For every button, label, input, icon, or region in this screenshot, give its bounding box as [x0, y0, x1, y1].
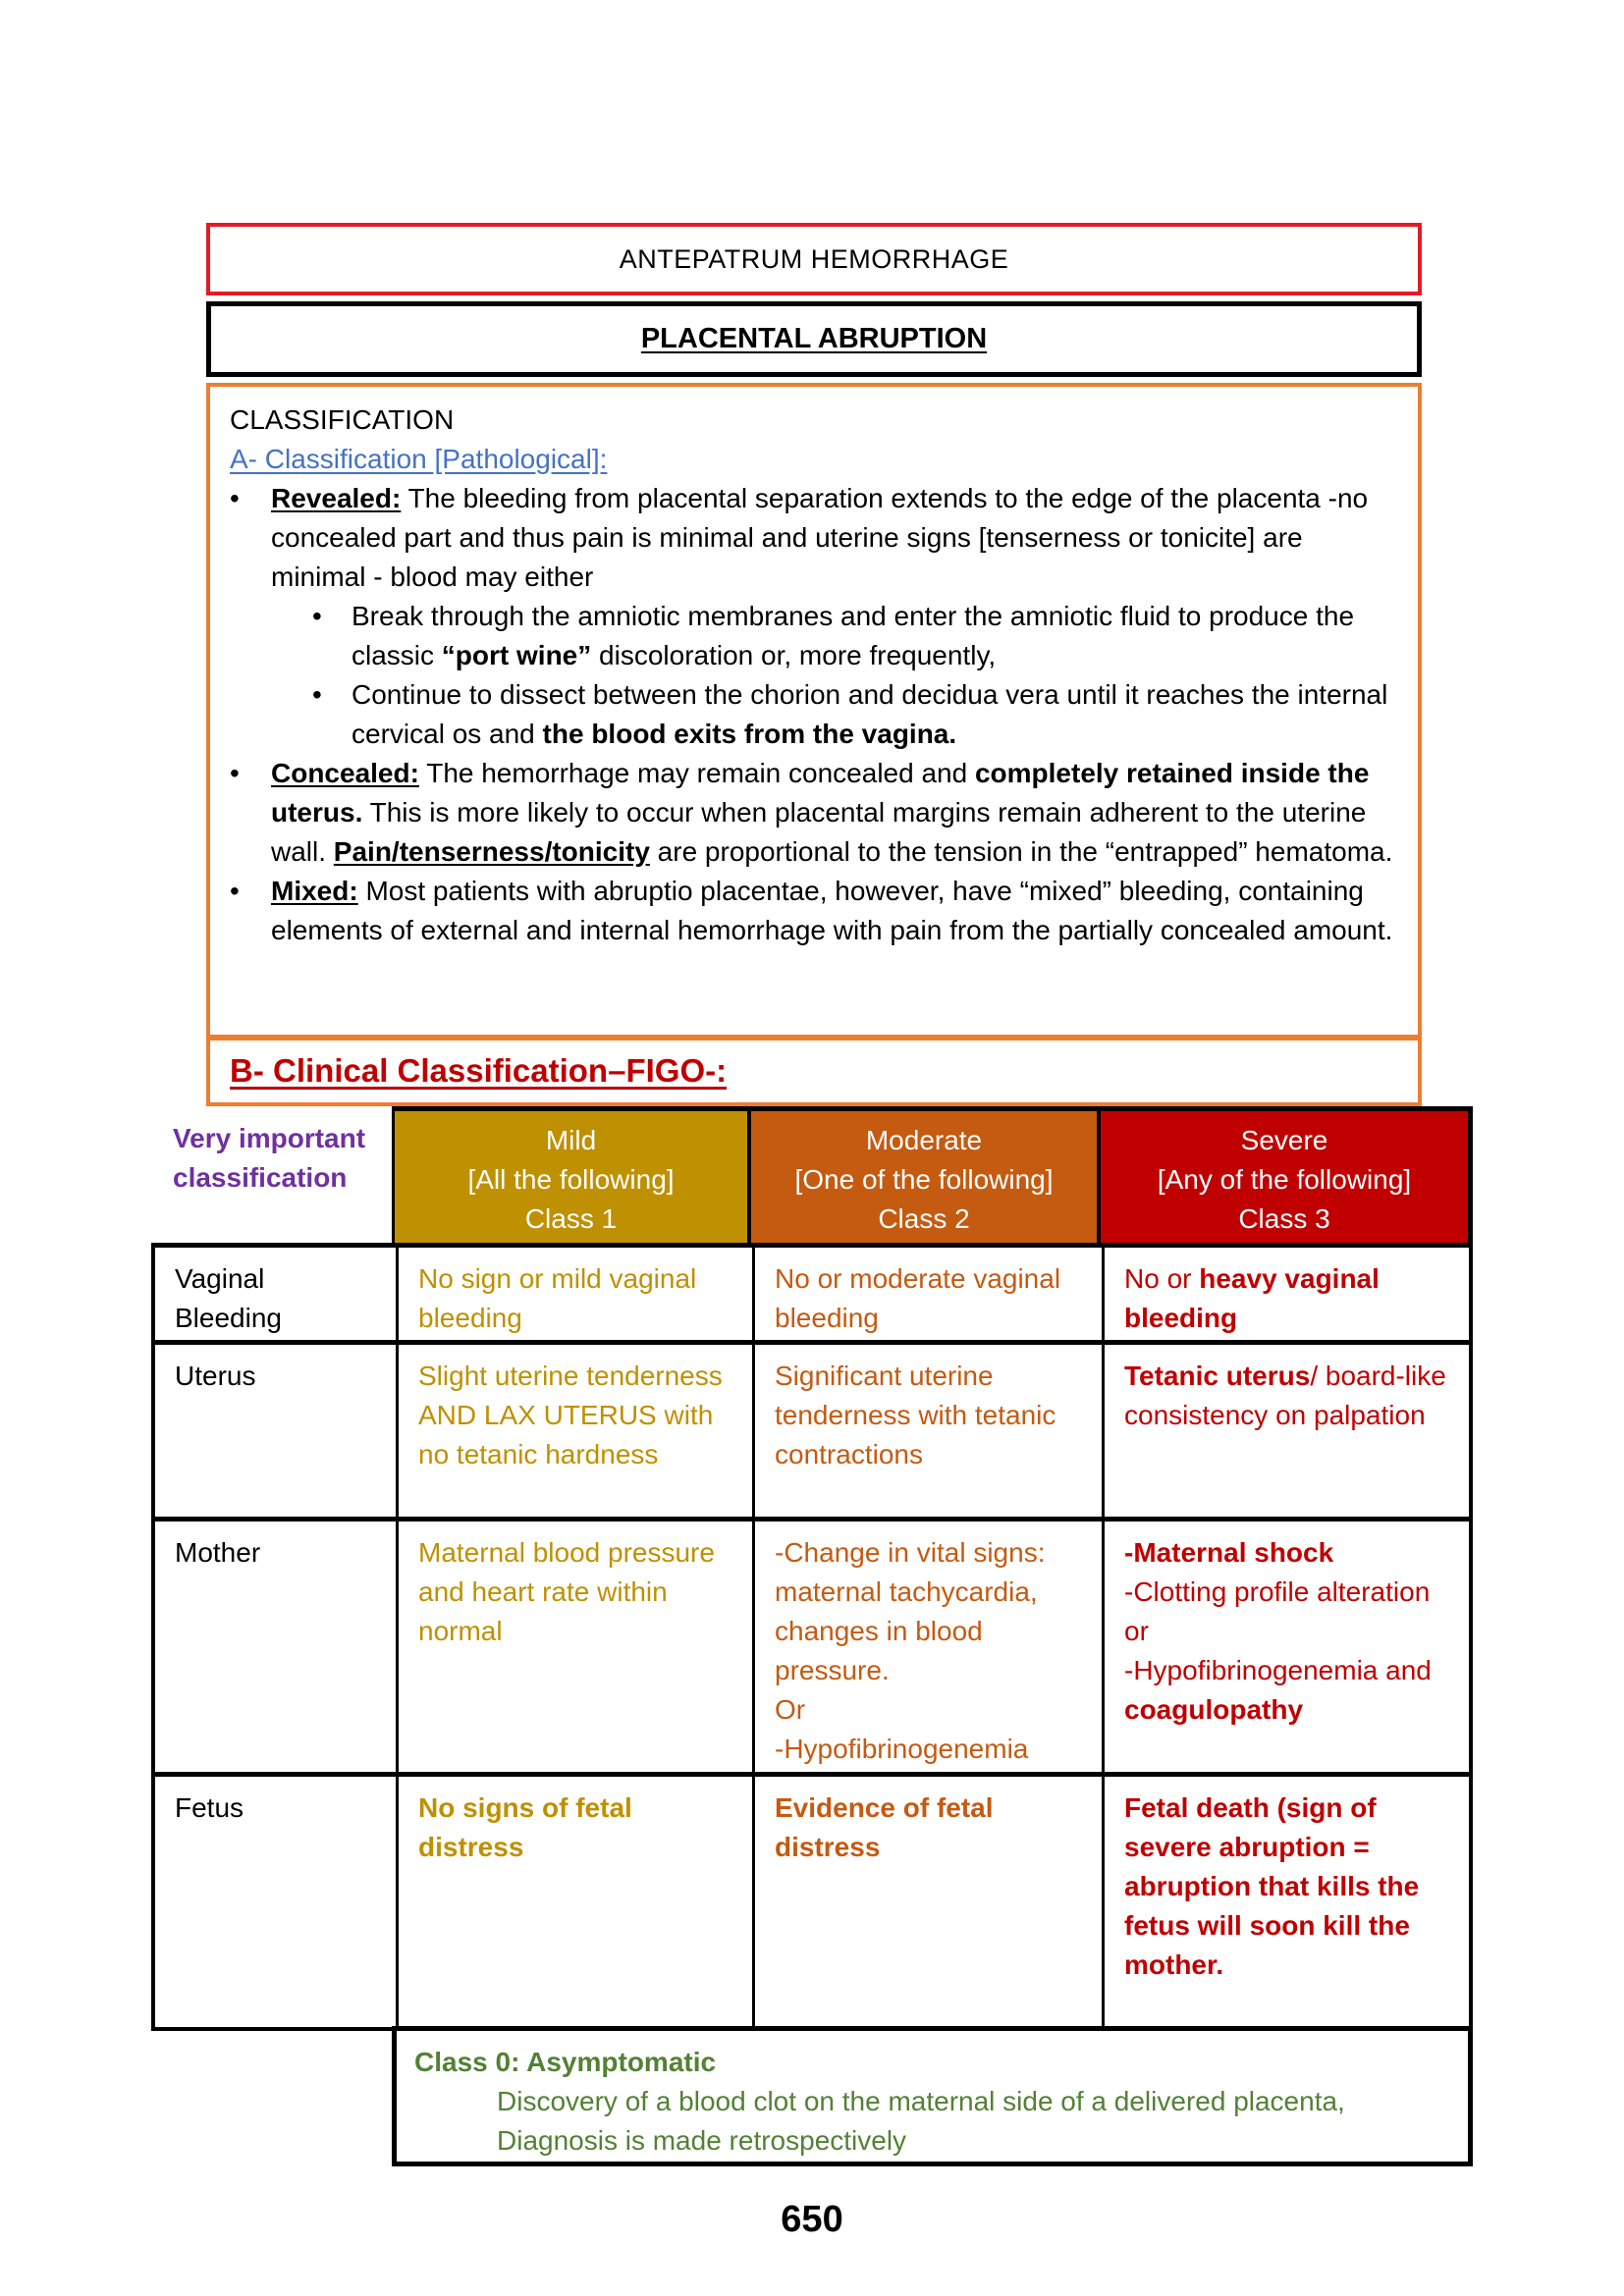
- concealed-underline: Pain/tenserness/tonicity: [333, 836, 650, 867]
- row-label: Mother: [175, 1537, 261, 1568]
- header-mild: [392, 1106, 750, 1247]
- cell-moderate: No or moderate vaginal bleeding: [752, 1248, 1102, 1340]
- sub-bullet-dissect: [230, 675, 1398, 754]
- table-row-uterus: [151, 1340, 1473, 1521]
- revealed-label: Revealed:: [271, 483, 402, 513]
- table-corner-label: Very important classification: [173, 1123, 366, 1193]
- class0-box: [392, 2026, 1473, 2166]
- cell-mild: Maternal blood pressure and heart rate within normal: [396, 1522, 752, 1772]
- cell-moderate: [752, 1522, 1102, 1772]
- cell-severe-text: No or: [1124, 1263, 1200, 1294]
- cell-moderate-line: -Change in vital signs: maternal tachycardia, changes in blood pressure.: [775, 1537, 1046, 1685]
- cell-mild: No signs of fetal distress: [396, 1777, 752, 2027]
- section-title-box: [206, 223, 1422, 295]
- header-mild-rule: [All the following]: [467, 1164, 675, 1195]
- cell-moderate: Significant uterine tenderness with tetanic contractions: [752, 1345, 1102, 1517]
- header-moderate-name: Moderate: [865, 1125, 983, 1155]
- cell-severe-bold: coagulopathy: [1124, 1694, 1304, 1725]
- cell-severe-bold: heavy vaginal bleeding: [1124, 1263, 1380, 1333]
- cell-mild: No sign or mild vaginal bleeding: [396, 1248, 752, 1340]
- cell-severe-bold: Tetanic uterus: [1124, 1361, 1311, 1391]
- topic-title-box: [206, 301, 1422, 377]
- clinical-heading: B- Clinical Classification–FIGO-:: [230, 1052, 728, 1089]
- header-moderate: [748, 1106, 1100, 1247]
- mixed-text: Most patients with abruptio placentae, however, have “mixed” bleeding, containing elements of external and internal hemorrhage with pain from the partially concealed amount.: [271, 876, 1393, 945]
- class0-title: Class 0: Asymptomatic: [414, 2047, 717, 2077]
- cell-severe-text: / board-like consistency on palpation: [1124, 1361, 1446, 1430]
- cell-severe: Fetal death (sign of severe abruption = abruption that kills the fetus will soon kill the mother.: [1102, 1777, 1469, 2027]
- cell-severe: [1102, 1522, 1469, 1772]
- class0-line1: Discovery of a blood clot on the maternal side of a delivered placenta,: [497, 2086, 1345, 2116]
- section-title: ANTEPATRUM HEMORRHAGE: [619, 243, 1009, 274]
- row-label: Uterus: [175, 1361, 256, 1391]
- cell-severe: [1102, 1345, 1469, 1517]
- bullet-concealed: [230, 754, 1398, 872]
- row-label: Vaginal Bleeding: [175, 1263, 282, 1333]
- sub-bullet-bold: “port wine”: [441, 640, 592, 670]
- pathological-heading: A- Classification [Pathological]:: [230, 444, 608, 474]
- cell-mild: Slight uterine tenderness AND LAX UTERUS with no tetanic hardness: [396, 1345, 752, 1517]
- table-row-fetus: [151, 1772, 1473, 2031]
- sub-bullet-text: discoloration or, more frequently,: [591, 640, 997, 670]
- concealed-text: This is more likely to occur when placental margins remain adherent to the uterine wall.: [271, 797, 1367, 867]
- bullet-revealed: [230, 479, 1398, 597]
- row-label: Fetus: [175, 1792, 244, 1823]
- bullet-mixed: [230, 872, 1398, 950]
- concealed-text: are proportional to the tension in the “entrapped” hematoma.: [649, 836, 1393, 867]
- header-severe-name: Severe: [1240, 1125, 1328, 1155]
- revealed-text: The bleeding from placental separation extends to the edge of the placenta -no concealed part and thus pain is minimal and uterine signs [tenserness or tonicite] are minimal - blood may either: [271, 483, 1369, 592]
- header-moderate-rule: [One of the following]: [794, 1164, 1054, 1195]
- cell-moderate-line: -Hypofibrinogenemia: [775, 1734, 1029, 1764]
- table-row-vaginal-bleeding: [151, 1243, 1473, 1344]
- sub-bullet-port-wine: [230, 597, 1398, 675]
- header-severe: [1098, 1106, 1473, 1247]
- class0-line2: Diagnosis is made retrospectively: [497, 2125, 907, 2156]
- table-row-mother: [151, 1517, 1473, 1776]
- sub-bullet-bold: the blood exits from the vagina.: [542, 719, 957, 749]
- classification-title: CLASSIFICATION: [230, 404, 455, 435]
- header-mild-name: Mild: [545, 1125, 597, 1155]
- header-mild-class: Class 1: [524, 1203, 618, 1234]
- clinical-heading-box: [206, 1037, 1422, 1106]
- sub-bullet-text: Break through the amniotic membranes and enter the amniotic fluid to produce the classic: [352, 601, 1355, 670]
- cell-severe-text: -Clotting profile alteration or: [1124, 1576, 1431, 1646]
- cell-severe-bold: -Maternal shock: [1124, 1537, 1334, 1568]
- cell-moderate: Evidence of fetal distress: [752, 1777, 1102, 2027]
- concealed-label: Concealed:: [271, 758, 419, 788]
- cell-severe: [1102, 1248, 1469, 1340]
- header-moderate-class: Class 2: [878, 1203, 970, 1234]
- header-severe-rule: [Any of the following]: [1157, 1164, 1412, 1195]
- cell-severe-text: -Hypofibrinogenemia and: [1124, 1655, 1432, 1685]
- header-severe-class: Class 3: [1238, 1203, 1330, 1234]
- classification-box: [206, 383, 1422, 1039]
- mixed-label: Mixed:: [271, 876, 358, 906]
- page-number: 650: [781, 2199, 843, 2240]
- concealed-text: The hemorrhage may remain concealed and: [418, 758, 975, 788]
- sub-bullet-text: Continue to dissect between the chorion and decidua vera until it reaches the internal cervical os and: [352, 679, 1388, 749]
- concealed-bold: completely retained inside the uterus.: [271, 758, 1370, 828]
- cell-moderate-line: Or: [775, 1694, 806, 1725]
- topic-title: PLACENTAL ABRUPTION: [640, 323, 988, 354]
